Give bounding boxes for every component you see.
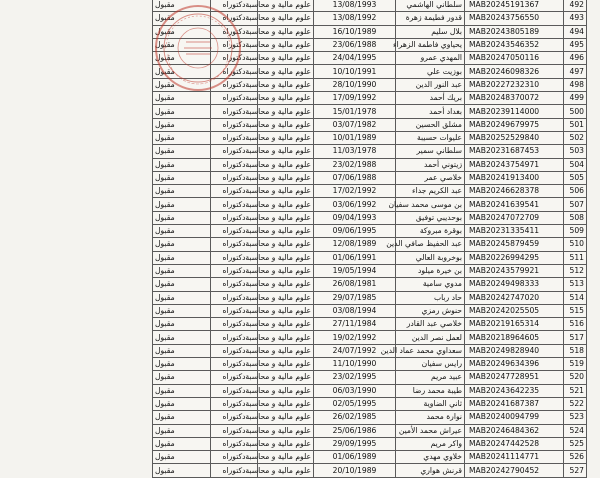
row-number-cell: 506	[564, 185, 587, 198]
candidate-name-cell: المهدي عمرو	[396, 52, 465, 65]
birth-date-cell: 03/08/1994	[314, 304, 396, 317]
candidate-name-cell: بلال سليم	[396, 25, 465, 38]
degree-cell: دكتوراه	[211, 397, 258, 410]
birth-date-cell: 25/06/1986	[314, 424, 396, 437]
degree-cell: دكتوراه	[211, 225, 258, 238]
result-cell: مقبول	[153, 411, 211, 424]
candidate-name-cell: نوارة محمد	[396, 411, 465, 424]
result-cell: مقبول	[153, 145, 211, 158]
birth-date-cell: 15/01/1978	[314, 105, 396, 118]
row-number-cell: 515	[564, 304, 587, 317]
table-row	[153, 451, 587, 464]
degree-cell: دكتوراه	[211, 238, 258, 251]
degree-cell: دكتوراه	[211, 52, 258, 65]
candidate-name-cell: عليوات حسيبة	[396, 131, 465, 144]
specialty-cell: علوم مالية و محاسبة	[258, 12, 314, 25]
registration-code-cell: MAB20241639541	[465, 198, 564, 211]
table-row	[153, 145, 587, 158]
registration-code-cell: MAB20249634396	[465, 358, 564, 371]
candidate-name-cell: عبد الكريم جداء	[396, 185, 465, 198]
degree-cell: دكتوراه	[211, 318, 258, 331]
table-row	[153, 331, 587, 344]
table-row	[153, 278, 587, 291]
result-cell: مقبول	[153, 225, 211, 238]
row-number-cell: 509	[564, 225, 587, 238]
registration-code-cell: MAB20245191367	[465, 0, 564, 12]
candidate-name-cell: بن موسى محمد سفيان	[396, 198, 465, 211]
birth-date-cell: 20/10/1989	[314, 464, 396, 477]
table-row	[153, 198, 587, 211]
candidate-name-cell: بوخروبة العالي	[396, 251, 465, 264]
degree-cell: دكتوراه	[211, 411, 258, 424]
row-number-cell: 520	[564, 371, 587, 384]
table-row	[153, 318, 587, 331]
candidate-name-cell: قدور فطيمة زهرة	[396, 12, 465, 25]
candidate-name-cell: بغداد أحمد	[396, 105, 465, 118]
birth-date-cell: 13/08/1993	[314, 0, 396, 12]
result-cell: مقبول	[153, 105, 211, 118]
result-cell: مقبول	[153, 12, 211, 25]
candidate-name-cell: سلطاني الهاشمي	[396, 0, 465, 12]
birth-date-cell: 17/09/1992	[314, 92, 396, 105]
birth-date-cell: 26/02/1985	[314, 411, 396, 424]
birth-date-cell: 28/10/1990	[314, 78, 396, 91]
row-number-cell: 510	[564, 238, 587, 251]
registration-code-cell: MAB20241913400	[465, 171, 564, 184]
specialty-cell: علوم مالية و محاسبة	[258, 331, 314, 344]
table-row	[153, 171, 587, 184]
candidate-name-cell: ثاني الضاوية	[396, 397, 465, 410]
birth-date-cell: 19/05/1994	[314, 264, 396, 277]
specialty-cell: علوم مالية و محاسبة	[258, 145, 314, 158]
birth-date-cell: 10/10/1991	[314, 65, 396, 78]
table-row	[153, 464, 587, 477]
page-margin	[0, 0, 152, 400]
table-row	[153, 304, 587, 317]
row-number-cell: 505	[564, 171, 587, 184]
table-row	[153, 105, 587, 118]
table-row	[153, 344, 587, 357]
candidate-name-cell: خلاصي عبد القادر	[396, 318, 465, 331]
row-number-cell: 508	[564, 211, 587, 224]
candidate-name-cell: يحياوي فاطمة الزهراء	[396, 38, 465, 51]
specialty-cell: علوم مالية و محاسبة	[258, 264, 314, 277]
degree-cell: دكتوراه	[211, 451, 258, 464]
official-seal-icon	[152, 2, 244, 94]
row-number-cell: 522	[564, 397, 587, 410]
candidate-name-cell: عبيد مريم	[396, 371, 465, 384]
row-number-cell: 523	[564, 411, 587, 424]
birth-date-cell: 23/02/1988	[314, 158, 396, 171]
row-number-cell: 501	[564, 118, 587, 131]
row-number-cell: 519	[564, 358, 587, 371]
registration-code-cell: MAB20227232310	[465, 78, 564, 91]
registration-code-cell: MAB20243754971	[465, 158, 564, 171]
row-number-cell: 496	[564, 52, 587, 65]
birth-date-cell: 12/08/1989	[314, 238, 396, 251]
birth-date-cell: 09/04/1993	[314, 211, 396, 224]
degree-cell: دكتوراه	[211, 0, 258, 12]
candidate-name-cell: بن خيرة ميلود	[396, 264, 465, 277]
specialty-cell: علوم مالية و محاسبة	[258, 118, 314, 131]
specialty-cell: علوم مالية و محاسبة	[258, 318, 314, 331]
specialty-cell: علوم مالية و محاسبة	[258, 344, 314, 357]
result-cell: مقبول	[153, 318, 211, 331]
row-number-cell: 492	[564, 0, 587, 12]
specialty-cell: علوم مالية و محاسبة	[258, 38, 314, 51]
row-number-cell: 524	[564, 424, 587, 437]
birth-date-cell: 03/06/1992	[314, 198, 396, 211]
result-cell: مقبول	[153, 171, 211, 184]
result-cell: مقبول	[153, 198, 211, 211]
result-cell: مقبول	[153, 185, 211, 198]
candidate-name-cell: رايس سفيان	[396, 358, 465, 371]
row-number-cell: 512	[564, 264, 587, 277]
result-cell: مقبول	[153, 291, 211, 304]
specialty-cell: علوم مالية و محاسبة	[258, 371, 314, 384]
candidate-name-cell: بوزيت علي	[396, 65, 465, 78]
row-number-cell: 493	[564, 12, 587, 25]
degree-cell: دكتوراه	[211, 304, 258, 317]
registration-code-cell: MAB20241114771	[465, 451, 564, 464]
result-cell: مقبول	[153, 278, 211, 291]
registration-code-cell: MAB20246484362	[465, 424, 564, 437]
row-number-cell: 527	[564, 464, 587, 477]
candidate-name-cell: عبد الحفيظ صافي الدين	[396, 238, 465, 251]
candidate-name-cell: بريك أحمد	[396, 92, 465, 105]
registration-code-cell: MAB20243642235	[465, 384, 564, 397]
specialty-cell: علوم مالية و محاسبة	[258, 451, 314, 464]
result-cell: مقبول	[153, 397, 211, 410]
table-row	[153, 397, 587, 410]
registration-code-cell: MAB20247072709	[465, 211, 564, 224]
row-number-cell: 518	[564, 344, 587, 357]
result-cell: مقبول	[153, 38, 211, 51]
degree-cell: دكتوراه	[211, 131, 258, 144]
candidate-name-cell: عبد النور الدين	[396, 78, 465, 91]
specialty-cell: علوم مالية و محاسبة	[258, 384, 314, 397]
registration-code-cell: MAB20218964605	[465, 331, 564, 344]
registration-code-cell: MAB20249828940	[465, 344, 564, 357]
birth-date-cell: 26/08/1981	[314, 278, 396, 291]
degree-cell: دكتوراه	[211, 424, 258, 437]
birth-date-cell: 17/02/1992	[314, 185, 396, 198]
candidate-name-cell: مشلق الحسين	[396, 118, 465, 131]
registration-code-cell: MAB20249498333	[465, 278, 564, 291]
specialty-cell: علوم مالية و محاسبة	[258, 52, 314, 65]
specialty-cell: علوم مالية و محاسبة	[258, 211, 314, 224]
degree-cell: دكتوراه	[211, 145, 258, 158]
birth-date-cell: 07/06/1988	[314, 171, 396, 184]
result-cell: مقبول	[153, 211, 211, 224]
registration-code-cell: MAB20242747020	[465, 291, 564, 304]
result-cell: مقبول	[153, 464, 211, 477]
table-row	[153, 424, 587, 437]
result-cell: مقبول	[153, 437, 211, 450]
row-number-cell: 513	[564, 278, 587, 291]
registration-code-cell: MAB20243546352	[465, 38, 564, 51]
specialty-cell: علوم مالية و محاسبة	[258, 78, 314, 91]
result-cell: مقبول	[153, 52, 211, 65]
result-cell: مقبول	[153, 331, 211, 344]
table-row	[153, 251, 587, 264]
result-cell: مقبول	[153, 384, 211, 397]
table-row	[153, 411, 587, 424]
registration-code-cell: MAB20231687453	[465, 145, 564, 158]
candidate-name-cell: حنوش رمزي	[396, 304, 465, 317]
registration-code-cell: MAB20247442528	[465, 437, 564, 450]
specialty-cell: علوم مالية و محاسبة	[258, 291, 314, 304]
row-number-cell: 503	[564, 145, 587, 158]
degree-cell: دكتوراه	[211, 38, 258, 51]
result-cell: مقبول	[153, 131, 211, 144]
degree-cell: دكتوراه	[211, 105, 258, 118]
registration-code-cell: MAB20246628378	[465, 185, 564, 198]
candidate-name-cell: سعداوي محمد عماد الدين	[396, 344, 465, 357]
result-cell: مقبول	[153, 358, 211, 371]
candidate-name-cell: سلطاني سمير	[396, 145, 465, 158]
result-cell: مقبول	[153, 25, 211, 38]
registration-code-cell: MAB20252529840	[465, 131, 564, 144]
table-row	[153, 264, 587, 277]
birth-date-cell: 11/10/1990	[314, 358, 396, 371]
birth-date-cell: 27/11/1984	[314, 318, 396, 331]
row-number-cell: 494	[564, 25, 587, 38]
specialty-cell: علوم مالية و محاسبة	[258, 251, 314, 264]
row-number-cell: 495	[564, 38, 587, 51]
table-row	[153, 437, 587, 450]
registration-code-cell: MAB20219165314	[465, 318, 564, 331]
row-number-cell: 500	[564, 105, 587, 118]
row-number-cell: 517	[564, 331, 587, 344]
specialty-cell: علوم مالية و محاسبة	[258, 304, 314, 317]
degree-cell: دكتوراه	[211, 437, 258, 450]
row-number-cell: 516	[564, 318, 587, 331]
birth-date-cell: 01/06/1989	[314, 451, 396, 464]
registration-code-cell: MAB20243805189	[465, 25, 564, 38]
specialty-cell: علوم مالية و محاسبة	[258, 238, 314, 251]
row-number-cell: 511	[564, 251, 587, 264]
degree-cell: دكتوراه	[211, 344, 258, 357]
registration-code-cell: MAB20242790452	[465, 464, 564, 477]
candidate-name-cell: مدوي سامية	[396, 278, 465, 291]
degree-cell: دكتوراه	[211, 25, 258, 38]
degree-cell: دكتوراه	[211, 92, 258, 105]
degree-cell: دكتوراه	[211, 198, 258, 211]
result-cell: مقبول	[153, 238, 211, 251]
specialty-cell: علوم مالية و محاسبة	[258, 464, 314, 477]
degree-cell: دكتوراه	[211, 171, 258, 184]
specialty-cell: علوم مالية و محاسبة	[258, 92, 314, 105]
result-cell: مقبول	[153, 118, 211, 131]
candidate-name-cell: زيتوني أحمد	[396, 158, 465, 171]
degree-cell: دكتوراه	[211, 464, 258, 477]
candidate-name-cell: طيبة محمد رضا	[396, 384, 465, 397]
candidate-name-cell: لعمل نصر الدين	[396, 331, 465, 344]
registration-code-cell: MAB20242025505	[465, 304, 564, 317]
birth-date-cell: 23/02/1995	[314, 371, 396, 384]
degree-cell: دكتوراه	[211, 278, 258, 291]
degree-cell: دكتوراه	[211, 211, 258, 224]
degree-cell: دكتوراه	[211, 251, 258, 264]
degree-cell: دكتوراه	[211, 331, 258, 344]
specialty-cell: علوم مالية و محاسبة	[258, 225, 314, 238]
table-row	[153, 238, 587, 251]
specialty-cell: علوم مالية و محاسبة	[258, 185, 314, 198]
registration-code-cell: MAB20231335411	[465, 225, 564, 238]
birth-date-cell: 24/07/1992	[314, 344, 396, 357]
degree-cell: دكتوراه	[211, 158, 258, 171]
table-row	[153, 158, 587, 171]
result-cell: مقبول	[153, 264, 211, 277]
table-row	[153, 384, 587, 397]
result-cell: مقبول	[153, 424, 211, 437]
result-cell: مقبول	[153, 0, 211, 12]
result-cell: مقبول	[153, 92, 211, 105]
row-number-cell: 504	[564, 158, 587, 171]
specialty-cell: علوم مالية و محاسبة	[258, 358, 314, 371]
specialty-cell: علوم مالية و محاسبة	[258, 198, 314, 211]
table-row	[153, 131, 587, 144]
candidate-name-cell: عيراش محمد الأمين	[396, 424, 465, 437]
candidate-name-cell: قرنش هواري	[396, 464, 465, 477]
result-cell: مقبول	[153, 158, 211, 171]
degree-cell: دكتوراه	[211, 371, 258, 384]
table-row	[153, 291, 587, 304]
specialty-cell: علوم مالية و محاسبة	[258, 171, 314, 184]
result-cell: مقبول	[153, 78, 211, 91]
row-number-cell: 502	[564, 131, 587, 144]
registration-code-cell: MAB20249679975	[465, 118, 564, 131]
table-row	[153, 211, 587, 224]
specialty-cell: علوم مالية و محاسبة	[258, 397, 314, 410]
candidate-name-cell: خلاصي عمر	[396, 171, 465, 184]
row-number-cell: 521	[564, 384, 587, 397]
specialty-cell: علوم مالية و محاسبة	[258, 278, 314, 291]
registration-code-cell: MAB20243579921	[465, 264, 564, 277]
birth-date-cell: 02/05/1995	[314, 397, 396, 410]
row-number-cell: 525	[564, 437, 587, 450]
specialty-cell: علوم مالية و محاسبة	[258, 25, 314, 38]
table-row	[153, 118, 587, 131]
result-cell: مقبول	[153, 65, 211, 78]
birth-date-cell: 29/09/1995	[314, 437, 396, 450]
result-cell: مقبول	[153, 304, 211, 317]
birth-date-cell: 11/03/1978	[314, 145, 396, 158]
birth-date-cell: 13/08/1992	[314, 12, 396, 25]
birth-date-cell: 03/07/1982	[314, 118, 396, 131]
birth-date-cell: 29/07/1985	[314, 291, 396, 304]
degree-cell: دكتوراه	[211, 291, 258, 304]
registration-code-cell: MAB20241687387	[465, 397, 564, 410]
row-number-cell: 498	[564, 78, 587, 91]
birth-date-cell: 09/06/1995	[314, 225, 396, 238]
specialty-cell: علوم مالية و محاسبة	[258, 131, 314, 144]
birth-date-cell: 23/06/1988	[314, 38, 396, 51]
registration-code-cell: MAB20247728951	[465, 371, 564, 384]
birth-date-cell: 16/10/1989	[314, 25, 396, 38]
row-number-cell: 507	[564, 198, 587, 211]
candidate-name-cell: حاد رباب	[396, 291, 465, 304]
specialty-cell: علوم مالية و محاسبة	[258, 105, 314, 118]
result-cell: مقبول	[153, 251, 211, 264]
specialty-cell: علوم مالية و محاسبة	[258, 0, 314, 12]
row-number-cell: 526	[564, 451, 587, 464]
table-row	[153, 358, 587, 371]
degree-cell: دكتوراه	[211, 12, 258, 25]
degree-cell: دكتوراه	[211, 358, 258, 371]
table-row	[153, 185, 587, 198]
registration-code-cell: MAB20246098326	[465, 65, 564, 78]
degree-cell: دكتوراه	[211, 384, 258, 397]
candidate-name-cell: بوقرة مبروكة	[396, 225, 465, 238]
registration-code-cell: MAB20239114000	[465, 105, 564, 118]
specialty-cell: علوم مالية و محاسبة	[258, 65, 314, 78]
birth-date-cell: 24/04/1995	[314, 52, 396, 65]
specialty-cell: علوم مالية و محاسبة	[258, 411, 314, 424]
specialty-cell: علوم مالية و محاسبة	[258, 158, 314, 171]
degree-cell: دكتوراه	[211, 264, 258, 277]
row-number-cell: 514	[564, 291, 587, 304]
registration-code-cell: MAB20247050116	[465, 52, 564, 65]
table-row	[153, 371, 587, 384]
row-number-cell: 499	[564, 92, 587, 105]
degree-cell: دكتوراه	[211, 118, 258, 131]
degree-cell: دكتوراه	[211, 185, 258, 198]
birth-date-cell: 10/01/1989	[314, 131, 396, 144]
birth-date-cell: 01/06/1991	[314, 251, 396, 264]
registration-code-cell: MAB20240094799	[465, 411, 564, 424]
result-cell: مقبول	[153, 451, 211, 464]
birth-date-cell: 06/03/1990	[314, 384, 396, 397]
degree-cell: دكتوراه	[211, 65, 258, 78]
registration-code-cell: MAB20248370072	[465, 92, 564, 105]
registration-code-cell: MAB20243756550	[465, 12, 564, 25]
candidate-name-cell: خلاوي مهدي	[396, 451, 465, 464]
specialty-cell: علوم مالية و محاسبة	[258, 424, 314, 437]
result-cell: مقبول	[153, 344, 211, 357]
degree-cell: دكتوراه	[211, 78, 258, 91]
candidate-name-cell: بوحديبي توفيق	[396, 211, 465, 224]
result-cell: مقبول	[153, 371, 211, 384]
registration-code-cell: MAB20245879459	[465, 238, 564, 251]
birth-date-cell: 19/02/1992	[314, 331, 396, 344]
table-row	[153, 225, 587, 238]
registration-code-cell: MAB20226994295	[465, 251, 564, 264]
specialty-cell: علوم مالية و محاسبة	[258, 437, 314, 450]
candidate-name-cell: واكر مريم	[396, 437, 465, 450]
row-number-cell: 497	[564, 65, 587, 78]
